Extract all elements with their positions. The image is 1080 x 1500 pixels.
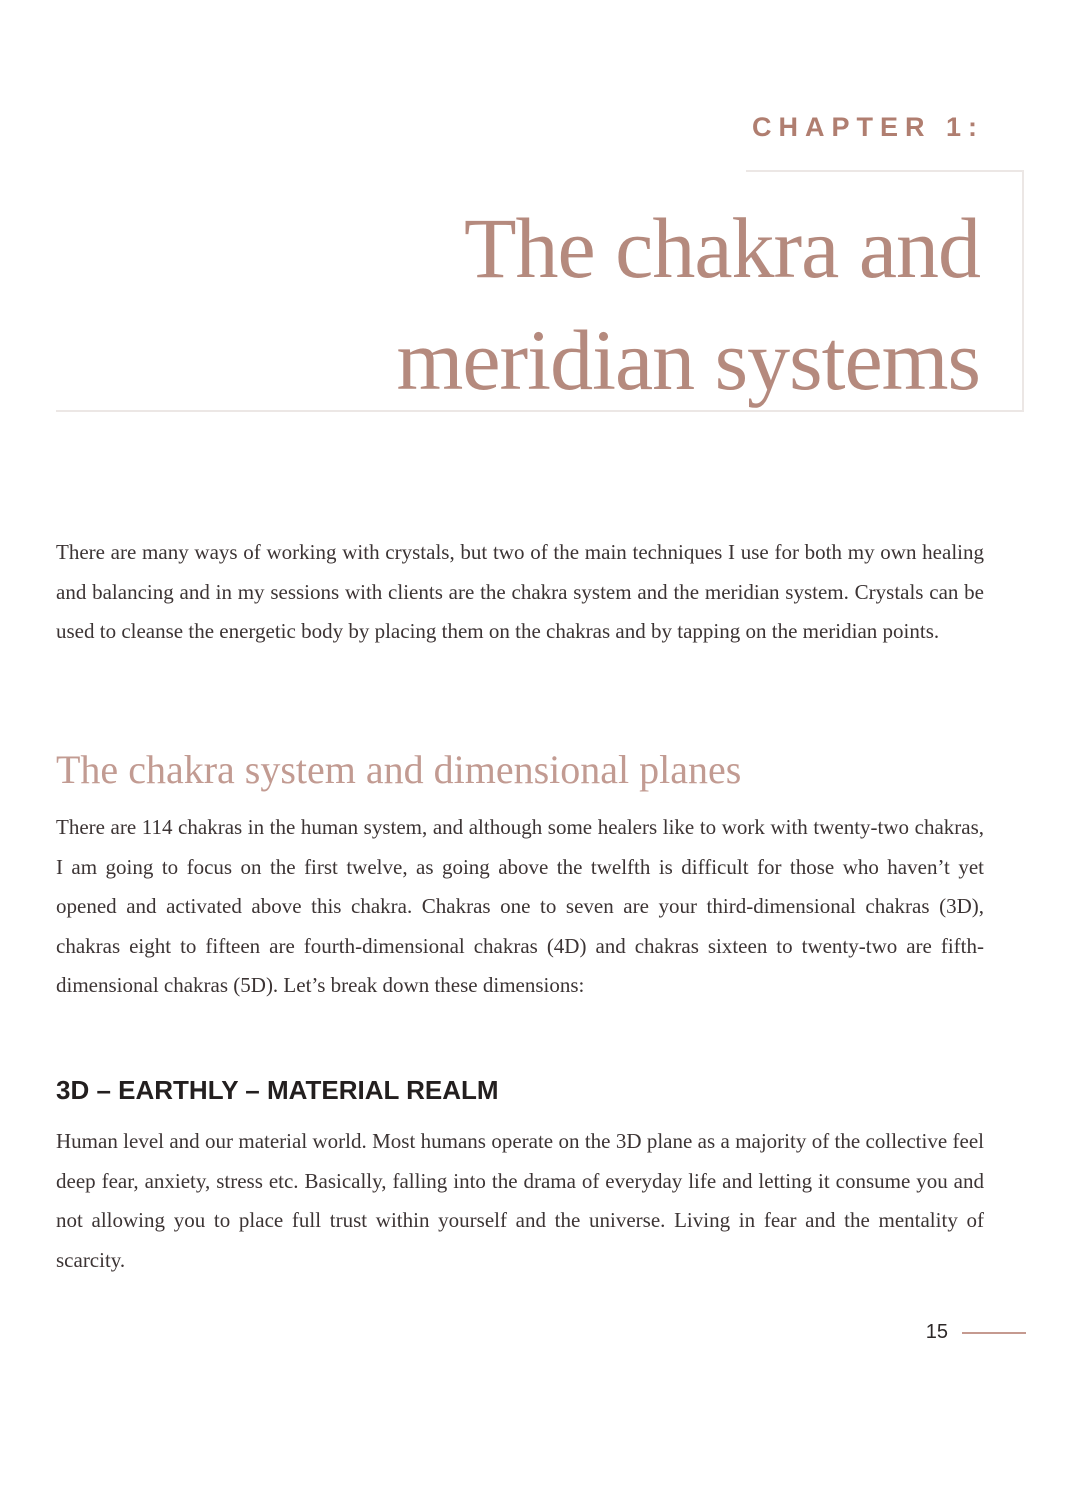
page-number: 15 — [925, 1321, 948, 1343]
subsection-heading: 3D – EARTHLY – MATERIAL REALM — [56, 1075, 499, 1105]
chapter-label: CHAPTER 1: — [751, 112, 984, 142]
intro-paragraph: There are many ways of working with crystals, but two of the main techniques I use for both my own healing and balancing and in my sessions with clients are the chakra system and the meridian system. Crystals can be used to cleanse the energetic body by placing them on the chakras and by tapping on the meridian points. — [56, 540, 984, 643]
chapter-title: The chakra and meridian systems — [396, 200, 980, 408]
title-frame-right-rule — [1022, 170, 1024, 412]
title-frame-top-rule — [746, 170, 1024, 172]
page-number-rule — [962, 1332, 1026, 1334]
subsection-paragraph: Human level and our material world. Most humans operate on the 3D plane as a majority of the collective feel deep fear, anxiety, stress etc. Basically, falling into the drama of everyday life and letting it consume you and not allowing you to place full trust within yourself and the universe. Living in fear and the mentality of scarcity. — [56, 1129, 984, 1272]
section-paragraph: There are 114 chakras in the human system, and although some healers like to work with twenty-two chakras, I am going to focus on the first twelve, as going above the twelfth is difficult for those who haven’t yet opened and activated above this chakra. Chakras one to seven are your third-dimensional chakras (3D), chakras eight to fifteen are fourth-dimensional chakras (4D) and chakras sixteen to twenty-two are fifth-dimensional chakras (5D). Let’s break down these dimensions: — [56, 815, 984, 997]
section-heading: The chakra system and dimensional planes — [56, 747, 742, 792]
